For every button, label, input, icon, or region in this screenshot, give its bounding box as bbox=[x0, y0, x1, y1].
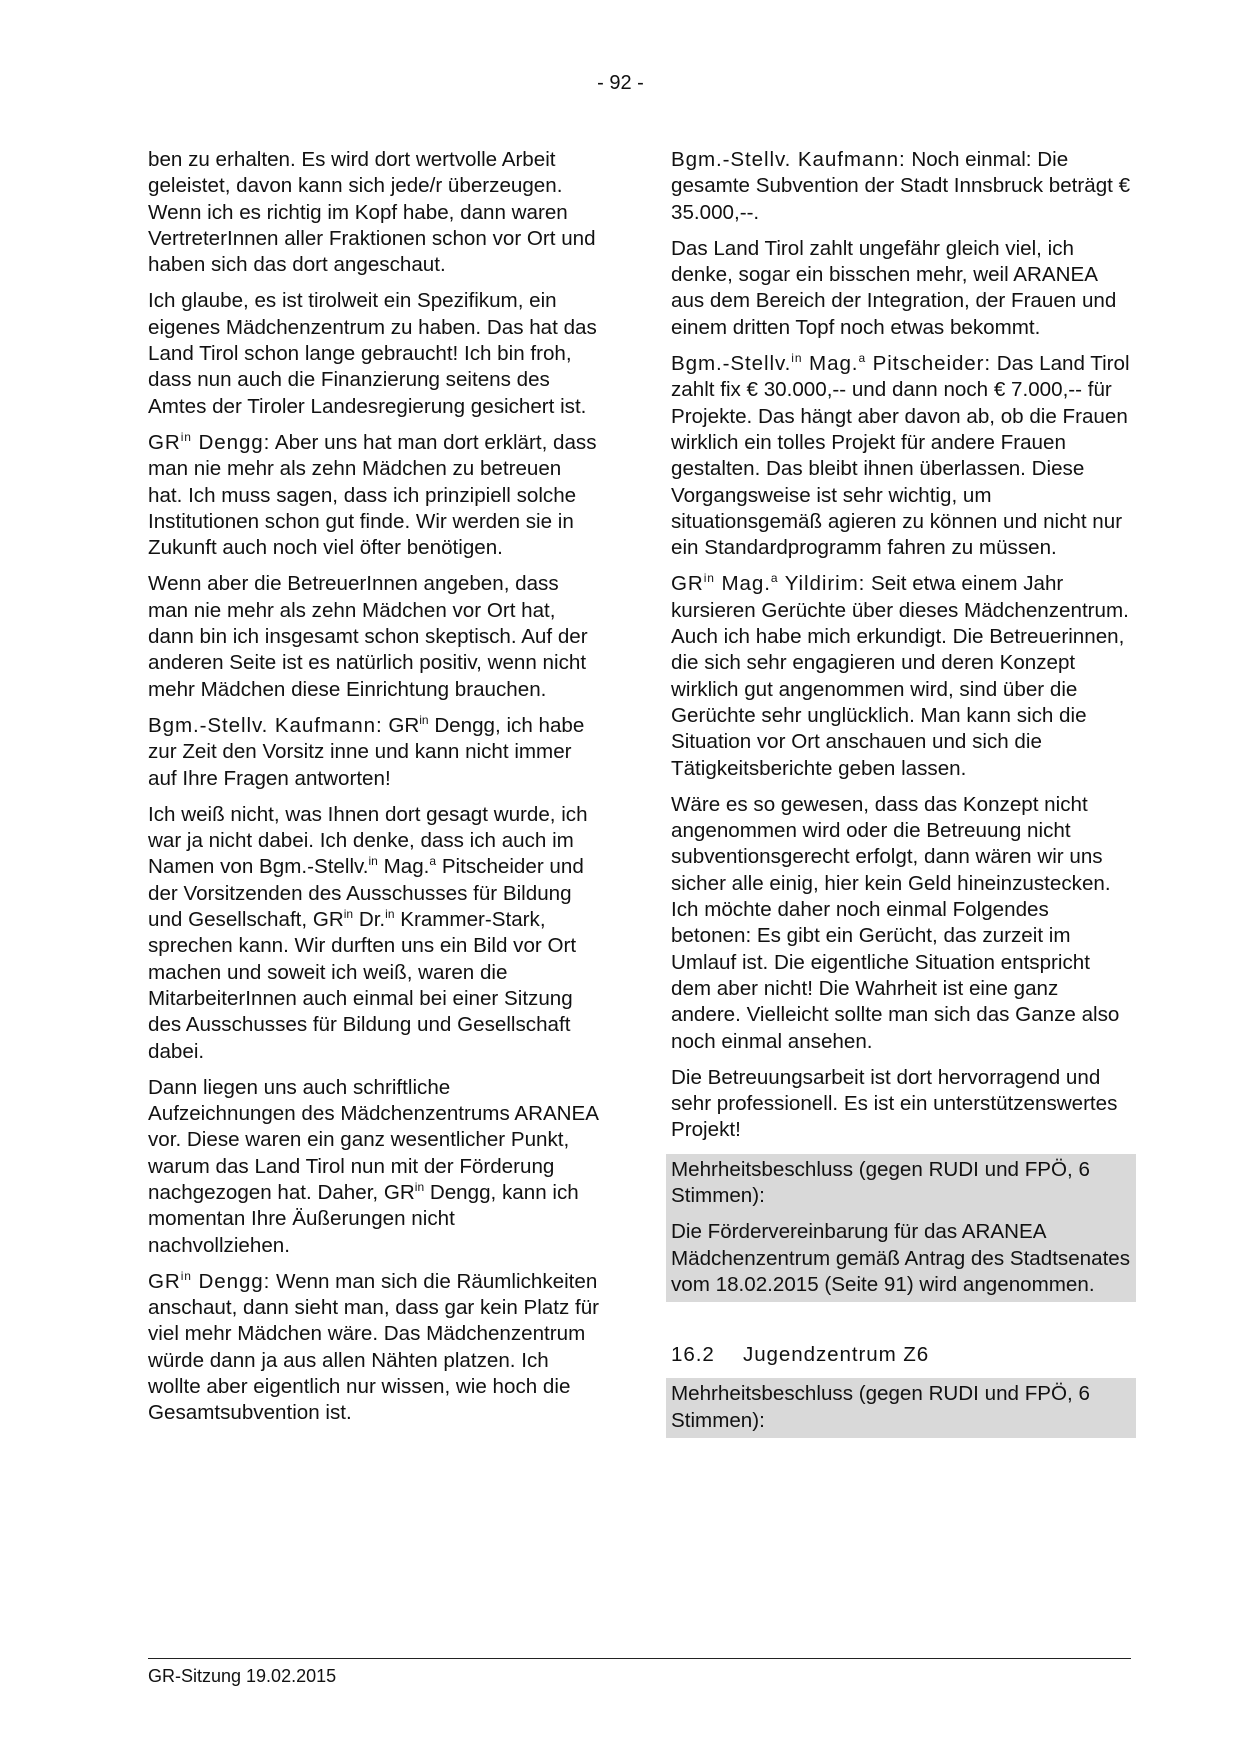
paragraph: $GR^{in}$ Dengg: Aber uns hat man dort erklärt, dass man nie mehr als zehn Mädchen zu betreuen hat. Ich muss sagen, dass ich prinzipiell solche Institutionen schon gut finde. Wir werden sie in Zukunft auch noch viel öfter benötigen. bbox=[148, 429, 597, 560]
paragraph: $GR^{in}$ Mag.$^a$ Yildirim: Seit etwa einem Jahr kursieren Gerüchte über dieses Mädchenzentrum. Auch ich habe mich erkundigt. Die Betreuerinnen, die sich sehr engagieren und deren Konzept wirklich gut angenommen wird, sind über die Gerüchte sehr unglücklich. Man kann sich die Situation vor Ort anschauen und sich die Tätigkeitsberichte geben lassen. bbox=[671, 571, 1129, 780]
footer: GR-Sitzung 19.02.2015 bbox=[148, 1666, 337, 1686]
speaker-name: Bgm.-Stellv. Kaufmann: bbox=[148, 713, 383, 737]
resolution-box bbox=[666, 1154, 1136, 1302]
resolution-box bbox=[666, 1378, 1136, 1438]
paragraph: Wäre es so gewesen, dass das Konzept nicht angenommen wird oder die Betreuung nicht subventionsgerecht erfolgt, dann wären wir uns sicher alle einig, hier kein Geld hineinzustecken. Ich möchte daher noch einmal Folgendes betonen: Es gibt ein Gerücht, das zurzeit im Umlauf ist. Die eigentliche Situation entspricht dem aber nicht! Die Wahrheit ist eine ganz andere. Vielleicht sollte man sich das Ganze also noch einmal ansehen. bbox=[671, 792, 1120, 1053]
paragraph: Ich glaube, es ist tirolweit ein Spezifikum, ein eigenes Mädchenzentrum zu haben. Das hat das Land Tirol schon lange gebraucht! Ich bin froh, dass nun auch die Finanzierung seitens des Amtes der Tiroler Landesregierung gesichert ist. bbox=[148, 289, 597, 418]
footer-divider bbox=[148, 1658, 1131, 1659]
speaker-name: Bgm.-Stellv.$^{in}$ Mag.$^a$ Pitscheider: bbox=[671, 351, 992, 376]
left-column bbox=[148, 147, 600, 1437]
section-title: Jugendzentrum Z6 bbox=[743, 1343, 930, 1367]
paragraph: ben zu erhalten. Es wird dort wertvolle Arbeit geleistet, davon kann sich jede/r überzeugen. Wenn ich es richtig im Kopf habe, dann waren VertreterInnen aller Fraktionen schon vor Ort und haben sich das dort angeschaut. bbox=[148, 148, 596, 277]
resolution-vote: Mehrheitsbeschluss (gegen RUDI und FPÖ, 6 Stimmen): bbox=[671, 1157, 1090, 1207]
paragraph: Wenn aber die BetreuerInnen angeben, dass man nie mehr als zehn Mädchen vor Ort hat, dann bin ich insgesamt schon skeptisch. Auf der anderen Seite ist es natürlich positiv, wenn nicht mehr Mädchen diese Einrichtung brauchen. bbox=[148, 572, 588, 701]
speaker-name: Bgm.-Stellv. Kaufmann: bbox=[671, 148, 906, 171]
resolution-vote: Mehrheitsbeschluss (gegen RUDI und FPÖ, 6 Stimmen): bbox=[671, 1382, 1090, 1432]
paragraph: Bgm.-Stellv. Kaufmann: Noch einmal: Die gesamte Subvention der Stadt Innsbruck beträgt € 35.000,--. bbox=[671, 148, 1131, 224]
paragraph: Ich weiß nicht, was Ihnen dort gesagt wurde, ich war ja nicht dabei. Ich denke, dass ich auch im Namen von Bgm.-Stellv.$^{in}$ Mag.$^a$ Pitscheider und der Vorsitzenden des Ausschusses für Bildung und Gesellschaft, $GR^{in}$ Dr.$^{in}$ Krammer-Stark, sprechen kann. Wir durften uns ein Bild vor Ort machen und soweit ich weiß, waren die MitarbeiterInnen auch einmal bei einer Sitzung des Ausschusses für Bildung und Gesellschaft dabei. bbox=[148, 802, 588, 1063]
paragraph: Bgm.-Stellv. Kaufmann: $GR^{in}$ Dengg, ich habe zur Zeit den Vorsitz inne und kann nicht immer auf Ihre Fragen antworten! bbox=[148, 712, 585, 790]
speaker-name: $GR^{in}$ Dengg: bbox=[148, 429, 271, 454]
speaker-name: $GR^{in}$ Dengg: bbox=[148, 1268, 271, 1293]
page-number: - 92 - bbox=[597, 72, 644, 94]
paragraph: Das Land Tirol zahlt ungefähr gleich viel, ich denke, sogar ein bisschen mehr, weil ARANEA aus dem Bereich der Integration, der Frauen und einem dritten Topf noch etwas bekommt. bbox=[671, 236, 1117, 339]
speaker-name: $GR^{in}$ Mag.$^a$ Yildirim: bbox=[671, 571, 866, 596]
paragraph: Dann liegen uns auch schriftliche Aufzeichnungen des Mädchenzentrums ARANEA vor. Diese waren ein ganz wesentlicher Punkt, warum das Land Tirol nun mit der Förderung nachgezogen hat. Daher, $GR^{in}$ Dengg, kann ich momentan Ihre Äußerungen nicht nachvollziehen. bbox=[148, 1075, 598, 1257]
paragraph: Die Betreuungsarbeit ist dort hervorragend und sehr professionell. Es ist ein unterstützenswertes Projekt! bbox=[671, 1065, 1118, 1142]
section-number: 16.2 bbox=[671, 1343, 715, 1367]
paragraph: $GR^{in}$ Dengg: Wenn man sich die Räumlichkeiten anschaut, dann sieht man, dass gar kein Platz für viel mehr Mädchen wäre. Das Mädchenzentrum würde dann ja aus allen Nähten platzen. Ich wollte aber eigentlich nur wissen, wie hoch die Gesamtsubvention ist. bbox=[148, 1268, 600, 1425]
paragraph: Bgm.-Stellv.$^{in}$ Mag.$^a$ Pitscheider: Das Land Tirol zahlt fix € 30.000,-- und dann noch € 7.000,-- für Projekte. Das hängt aber davon ab, ob die Frauen wirklich ein tolles Projekt für andere Frauen gestalten. Das bleibt ihnen überlassen. Diese Vorgangsweise ist sehr wichtig, um situationsgemäß agieren zu können und nicht nur ein Standardprogramm fahren zu müssen. bbox=[671, 351, 1130, 560]
section-heading bbox=[671, 1342, 1131, 1368]
resolution-text: Die Fördervereinbarung für das ARANEA Mädchenzentrum gemäß Antrag des Stadtsenates vom 18.02.2015 (Seite 91) wird angenommen. bbox=[671, 1220, 1131, 1296]
right-column bbox=[671, 147, 1131, 1438]
